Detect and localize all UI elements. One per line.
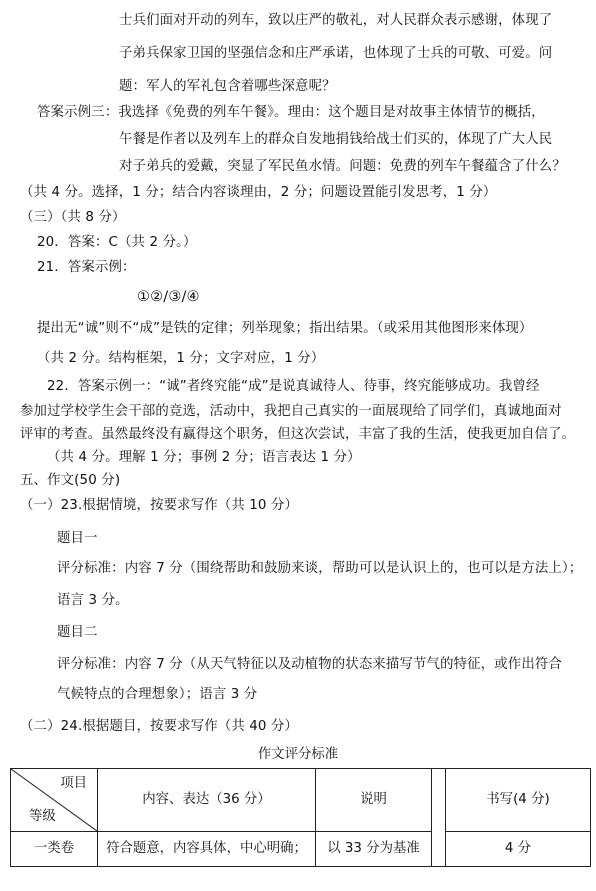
text-line: 评审的考查。虽然最终没有赢得这个职务，但这次尝试，丰富了我的生活，使我更加自信了。 xyxy=(20,427,576,442)
header-cell: 内容、表达（36 分） xyxy=(98,769,316,832)
text-line: 题目一 xyxy=(57,531,98,546)
text-line: 语言 3 分。 xyxy=(57,593,129,608)
table-title: 作文评分标准 xyxy=(257,747,339,762)
header-item-label: 项目 xyxy=(60,776,87,791)
header-cell: 书写(4 分) xyxy=(446,769,591,832)
text-line: 22．答案示例一：“诚”者终究能“成”是说真诚待人、待事，终究能够成功。我曾经 xyxy=(47,379,540,394)
text-line: （二）24.根据题目，按要求写作（共 40 分） xyxy=(20,719,299,734)
text-line: 21．答案示例： xyxy=(37,260,136,275)
text-line: （共 4 分。选择，1 分；结合内容谈理由，2 分；问题设置能引发思考，1 分） xyxy=(20,185,497,200)
text-line: （共 2 分。结构框架，1 分；文字对应，1 分） xyxy=(37,351,325,366)
section-heading: 五、作文(50 分) xyxy=(20,473,121,488)
diagram-answer: ①②/③/④ xyxy=(137,289,200,305)
separator-cell xyxy=(432,769,446,867)
header-cell: 说明 xyxy=(316,769,432,832)
text-line: 20．答案：C（共 2 分。） xyxy=(37,235,197,250)
text-line: 士兵们面对开动的列车，致以庄严的敬礼，对人民群众表示感谢，体现了 xyxy=(119,13,553,28)
table-cell: 以 33 分为基准 xyxy=(316,832,432,867)
table-header-row xyxy=(11,769,591,832)
text-line: 午餐是作者以及列车上的群众自发地捐钱给战士们买的，体现了广大人民 xyxy=(119,132,553,147)
text-line: 参加过学校学生会干部的竞选，活动中，我把自己真实的一面展现给了同学们，真诚地面对 xyxy=(20,404,562,419)
text-line: 答案示例三：我选择《免费的列车午餐》。理由：这个题目是对故事主体情节的概括， xyxy=(37,105,545,120)
table-cell: 符合题意，内容具体，中心明确； xyxy=(98,832,316,867)
table-cell: 4 分 xyxy=(446,832,591,867)
text-line: （一）23.根据情境，按要求写作（共 10 分） xyxy=(20,498,299,513)
header-level-label: 等级 xyxy=(29,808,56,824)
text-line: 评分标准：内容 7 分（围绕帮助和鼓励来谈，帮助可以是认识上的，也可以是方法上）； xyxy=(57,561,583,576)
table-row xyxy=(11,832,591,867)
text-line: 对子弟兵的爱戴，突显了军民鱼水情。问题：免费的列车午餐蕴含了什么？ xyxy=(119,159,566,174)
diagonal-header-cell xyxy=(11,769,98,832)
text-line: 气候特点的合理想象）；语言 3 分 xyxy=(57,687,258,702)
scoring-table xyxy=(10,768,591,867)
text-line: （共 4 分。理解 1 分；事例 2 分；语言表达 1 分） xyxy=(47,450,361,465)
text-line: 题：军人的军礼包含着哪些深意呢？ xyxy=(119,79,336,94)
table-cell: 一类卷 xyxy=(11,832,98,867)
section-heading: （三）（共 8 分） xyxy=(20,210,126,225)
text-line: 评分标准：内容 7 分（从天气特征以及动植物的状态来描写节气的特征，或作出符合 xyxy=(57,657,562,672)
text-line: 子弟兵保家卫国的坚强信念和庄严承诺，也体现了士兵的可敬、可爱。问 xyxy=(119,46,553,61)
text-line: 题目二 xyxy=(57,625,98,640)
text-line: 提出无“诚”则不“成”是铁的定律；列举现象；指出结果。（或采用其他图形来体现） xyxy=(37,321,533,336)
